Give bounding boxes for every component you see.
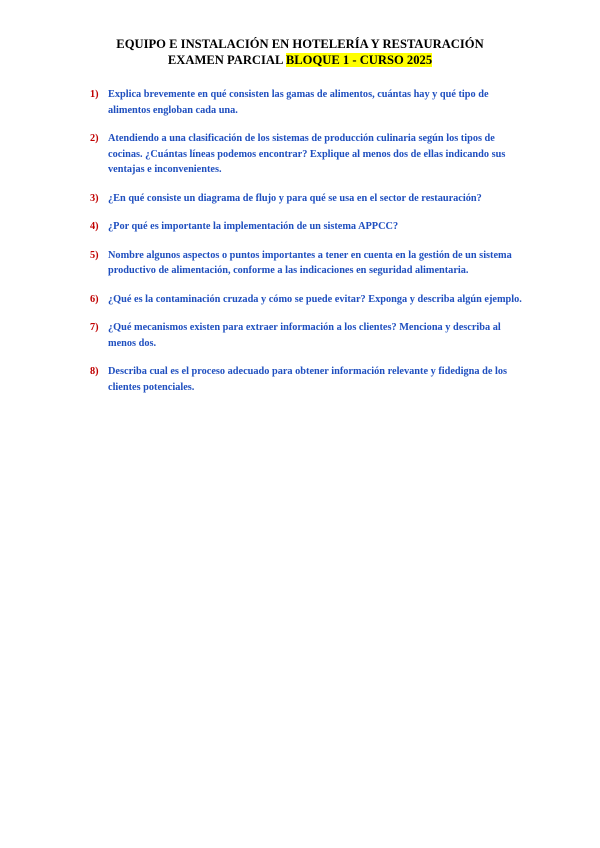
question-text: Nombre algunos aspectos o puntos importantes a tener en cuenta en la gestión de un sistema productivo de alimentación, conforme a las indicaciones en seguridad alimentaria. bbox=[108, 249, 512, 276]
question-item-6 bbox=[90, 292, 530, 308]
question-number: 8) bbox=[90, 366, 99, 377]
question-list bbox=[90, 87, 530, 395]
question-item-7 bbox=[90, 320, 530, 351]
subtitle-highlight: BLOQUE 1 - CURSO 2025 bbox=[285, 53, 433, 67]
question-number: 6) bbox=[90, 293, 99, 305]
question-text: ¿Qué es la contaminación cruzada y cómo se puede evitar? Exponga y describa algún ejemplo. bbox=[108, 293, 522, 305]
subtitle-prefix: EXAMEN PARCIAL bbox=[167, 53, 286, 67]
question-number: 7) bbox=[90, 322, 99, 333]
question-item-1 bbox=[90, 87, 530, 118]
question-item-2 bbox=[90, 131, 530, 178]
question-text: ¿Por qué es importante la implementación de un sistema APPCC? bbox=[108, 221, 399, 232]
question-item-8 bbox=[90, 364, 530, 395]
question-number: 4) bbox=[90, 221, 99, 232]
question-number: 5) bbox=[90, 249, 99, 261]
question-item-3 bbox=[90, 191, 530, 207]
question-item-5 bbox=[90, 248, 530, 279]
document-subtitle bbox=[0, 53, 600, 68]
question-number: 3) bbox=[90, 192, 99, 204]
question-number: 1) bbox=[90, 89, 99, 100]
question-number: 2) bbox=[90, 133, 99, 144]
question-text: Atendiendo a una clasificación de los sistemas de producción culinaria según los tipos de cocinas. ¿Cuántas líneas podemos encontrar? Explique al menos dos de ellas indicando sus ventajas e inconvenientes. bbox=[108, 133, 506, 175]
question-text: ¿En qué consiste un diagrama de flujo y para qué se usa en el sector de restauración? bbox=[108, 192, 482, 204]
question-text: Explica brevemente en qué consisten las gamas de alimentos, cuántas hay y qué tipo de alimentos engloban cada una. bbox=[108, 89, 489, 116]
question-text: Describa cual es el proceso adecuado para obtener información relevante y fidedigna de los clientes potenciales. bbox=[108, 366, 507, 393]
question-item-4 bbox=[90, 219, 530, 235]
question-text: ¿Qué mecanismos existen para extraer información a los clientes? Menciona y describa al menos dos. bbox=[108, 322, 501, 349]
document-title bbox=[0, 37, 600, 52]
title-line-1: EQUIPO E INSTALACIÓN EN HOTELERÍA Y RESTAURACIÓN bbox=[116, 37, 484, 51]
